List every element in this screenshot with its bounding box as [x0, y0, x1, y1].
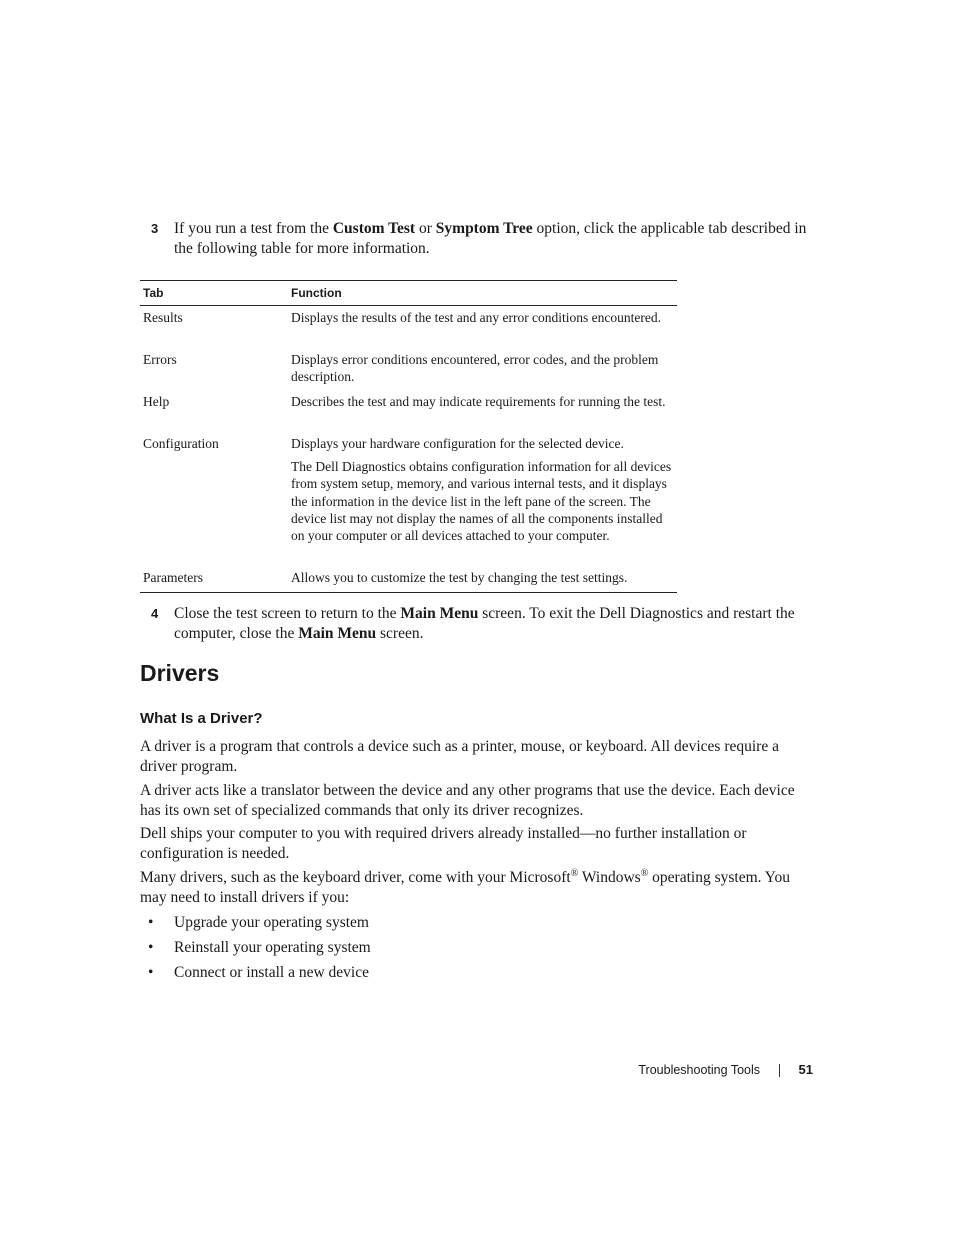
- row-tab: Errors: [143, 352, 177, 367]
- symptom-tree-label: Symptom Tree: [435, 220, 533, 237]
- custom-test-label: Custom Test: [332, 220, 416, 237]
- table-row: [140, 569, 677, 592]
- row-tab: Configuration: [143, 436, 219, 451]
- registered-mark: ®: [570, 868, 579, 879]
- step-text-part: or: [415, 220, 436, 237]
- table-row: [140, 393, 677, 435]
- paragraph-part: operating system. You may need to install drivers if you:: [140, 869, 790, 906]
- step-text: [174, 604, 812, 643]
- step-text: [174, 219, 812, 258]
- step-text-part: option, click the applicable tab described in the following table for more information.: [174, 220, 807, 257]
- table-header: [140, 281, 677, 306]
- list-item: [140, 913, 369, 933]
- row-function: [291, 569, 677, 592]
- bullet-icon: •: [148, 964, 154, 981]
- row-function: [291, 393, 677, 435]
- main-menu-label: Main Menu: [298, 624, 377, 642]
- function-text: Displays error conditions encountered, error codes, and the problem description.: [291, 352, 659, 385]
- list-item-text: Upgrade your operating system: [174, 914, 369, 931]
- header-function: Function: [291, 286, 342, 300]
- row-function: [291, 351, 677, 393]
- tabs-table: [140, 280, 677, 593]
- row-tab: Parameters: [143, 570, 203, 585]
- function-text: Displays the results of the test and any error conditions encountered.: [291, 310, 662, 325]
- step-text-part: screen.: [376, 624, 424, 642]
- subsection-title: What Is a Driver?: [140, 710, 263, 727]
- step-text-part: Close the test screen to return to the: [174, 605, 401, 622]
- page-number: 51: [798, 1062, 813, 1077]
- paragraph: Dell ships your computer to you with required drivers already installed—no further installation or configuration is needed.: [140, 825, 747, 862]
- step-number: 4: [151, 606, 159, 621]
- list-item-text: Connect or install a new device: [174, 964, 369, 981]
- paragraph-part: Many drivers, such as the keyboard driver, come with your Microsoft: [140, 869, 571, 886]
- table-row: [140, 435, 677, 569]
- step-text-part: screen. To exit the Dell Diagnostics and restart the computer, close the: [174, 605, 795, 642]
- list-item: [140, 963, 369, 983]
- section-title: Drivers: [140, 660, 220, 686]
- table-row: [140, 306, 677, 351]
- step-4: [140, 604, 812, 643]
- paragraph: A driver is a program that controls a device such as a printer, mouse, or keyboard. All devices require a driver program.: [140, 738, 779, 775]
- row-function: [291, 435, 677, 569]
- function-text: Describes the test and may indicate requirements for running the test.: [291, 394, 666, 409]
- bullet-icon: •: [148, 939, 154, 956]
- main-menu-label: Main Menu: [400, 605, 479, 622]
- function-text: Displays your hardware configuration for the selected device.: [291, 436, 624, 451]
- function-text: The Dell Diagnostics obtains configuration information for all devices from system setup, memory, and various internal tests, and it displays the information in the device list in the left pane of the screen. The device list may not display the names of all the components installed on your computer or all devices attached to your computer.: [291, 459, 672, 544]
- step-3: [140, 219, 812, 258]
- row-tab: Results: [143, 310, 183, 325]
- step-text-part: If you run a test from the: [174, 220, 333, 237]
- list-item-text: Reinstall your operating system: [174, 939, 371, 956]
- row-tab: Help: [143, 394, 170, 409]
- function-text: Allows you to customize the test by changing the test settings.: [291, 570, 628, 585]
- table-row: [140, 351, 677, 393]
- paragraph: [140, 868, 816, 907]
- bullet-icon: •: [148, 914, 154, 931]
- page-footer: [600, 1062, 813, 1080]
- list-item: [140, 938, 371, 958]
- row-function: [291, 309, 677, 351]
- paragraph: A driver acts like a translator between the device and any other programs that use the device. Each device has its own set of specialized commands that only its driver recognizes.: [140, 782, 795, 819]
- footer-section-title: Troubleshooting Tools: [638, 1063, 760, 1077]
- registered-mark: ®: [640, 868, 649, 879]
- header-tab: Tab: [143, 286, 164, 300]
- footer-divider: [779, 1064, 780, 1077]
- step-number: 3: [151, 221, 159, 236]
- paragraph-part: Windows: [578, 869, 641, 886]
